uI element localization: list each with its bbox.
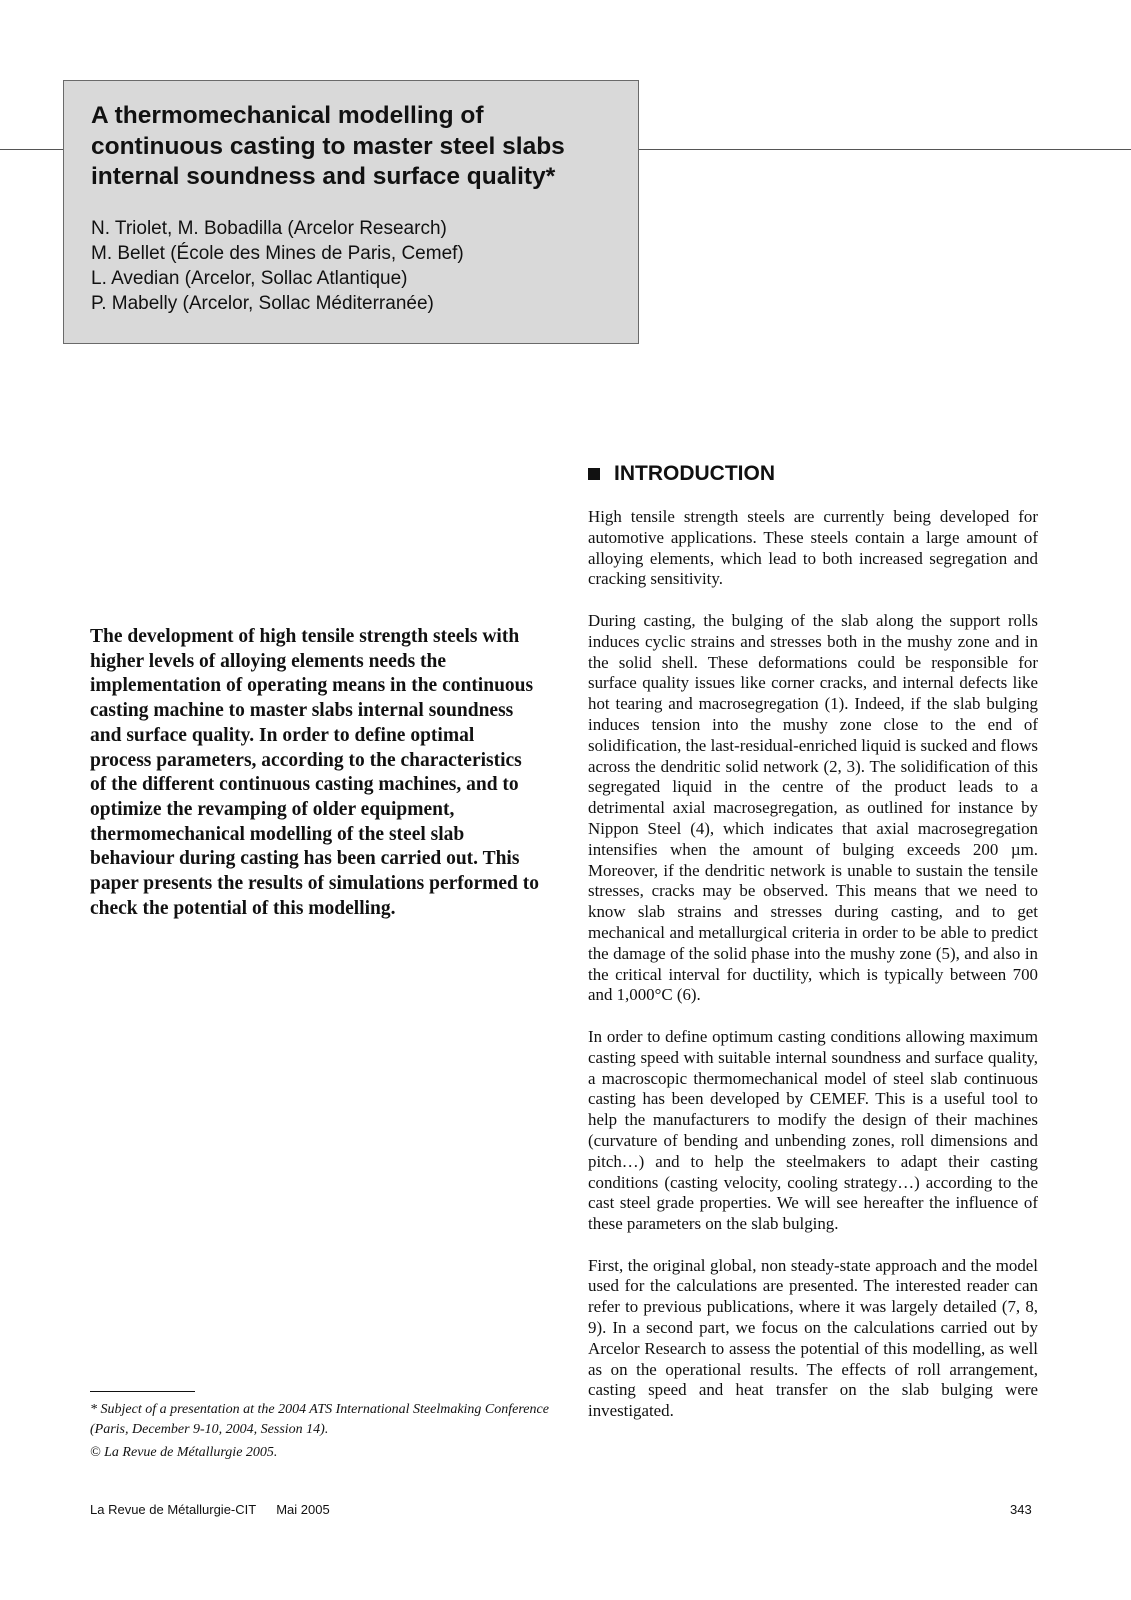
body-paragraph: During casting, the bulging of the slab along the support rolls induces cyclic strains and stresses both in the mushy zone and in the solid shell. These deformations could be responsible for surface quality issues like corner cracks, and internal defects like hot tearing and macrosegregation (1). Indeed, if the slab bulging induces tension into the mushy zone close to the end of solidification, the last-residual-enriched liquid is sucked and flows across the dendritic solid network (2, 3). The solidification of this segregated liquid in the centre of the product leads to a detrimental axial macrosegregation, as outlined for instance by Nippon Steel (4), which indicates that axial macrosegregation intensifies when the amount of bulging exceeds 200 µm. Moreover, if the dendritic network is unable to sustain the tensile stresses, cracks may be observed. This means that we need to know slab strains and stresses during casting, and to get mechanical and metallurgical criteria in order to be able to predict the damage of the solid phase into the mushy zone (5), and also in the critical interval for ductility, which is typically between 700 and 1,000°C (6). [588,610,1038,1005]
page-number: 343 [1010,1502,1032,1517]
footnotes [90,1400,550,1463]
footnote-text: * Subject of a presentation at the 2004 ATS International Steelmaking Conference (Paris, December 9-10, 2004, Session 14). [90,1402,549,1437]
body-paragraph: In order to define optimum casting conditions allowing maximum casting speed with suitable internal soundness and surface quality, a macroscopic thermomechanical model of steel slab continuous casting has been developed by CEMEF. This is a useful tool to help the manufacturers to modify the design of their machines (curvature of bending and unbending zones, roll dimensions and pitch…) and to help the steelmakers to adapt their casting conditions (casting velocity, cooling strategy…) according to the cast steel grade properties. We will see hereafter the influence of these parameters on the slab bulging. [588,1026,1038,1234]
page-footer-left [90,1502,330,1518]
introduction-body [588,507,1038,1443]
author-list [91,216,621,316]
copyright-notice: © La Revue de Métallurgie 2005. [90,1445,278,1460]
author-line: P. Mabelly (Arcelor, Sollac Méditerranée) [91,293,434,314]
body-paragraph: High tensile strength steels are currently being developed for automotive applications. These steels contain a large amount of alloying elements, which lead to both increased segregation and cracking sensitivity. [588,507,1038,589]
header-rule-left [0,149,64,150]
author-line: L. Avedian (Arcelor, Sollac Atlantique) [91,268,408,289]
square-bullet-icon [588,468,600,480]
footnote-rule [90,1391,195,1392]
article-title: A thermomechanical modelling of continuous casting to master steel slabs internal soundness and surface quality* [91,102,565,190]
author-line: M. Bellet (École des Mines de Paris, Cemef) [91,243,464,264]
header-rule-right [638,149,1131,150]
author-line: N. Triolet, M. Bobadilla (Arcelor Research) [91,218,447,239]
body-paragraph: First, the original global, non steady-state approach and the model used for the calculations are presented. The interested reader can refer to previous publications, where it was largely detailed (7, 8, 9). In a second part, we focus on the calculations carried out by Arcelor Research to assess the potential of this modelling, as well as on the operational results. The effects of roll arrangement, casting speed and heat transfer on the slab bulging were investigated. [588,1255,1038,1421]
section-heading-label: INTRODUCTION [614,462,775,485]
title-box [63,80,639,344]
section-heading-introduction [588,460,775,488]
journal-name: La Revue de Métallurgie-CIT [90,1502,257,1517]
issue-date: Mai 2005 [276,1502,330,1517]
abstract: The development of high tensile strength steels with higher levels of alloying elements needs the implementation of operating means in the continuous casting machine to master slabs internal soundness and surface quality. In order to define optimal process parameters, according to the characteristics of the different continuous casting machines, and to optimize the revamping of older equipment, thermomechanical modelling of the steel slab behaviour during casting has been carried out. This paper presents the results of simulations performed to check the potential of this modelling. [90,626,540,919]
